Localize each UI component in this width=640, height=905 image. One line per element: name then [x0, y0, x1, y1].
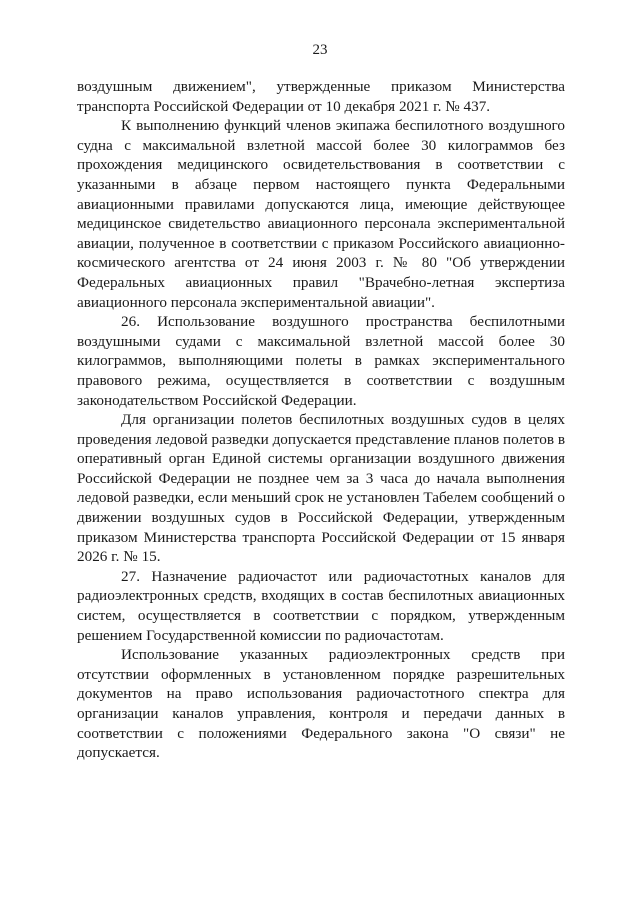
paragraph: К выполнению функций членов экипажа беспилотного воздушного судна с максимальной взлетной массой более 30 килограммов без прохождения медицинского освидетельствования в соответствии с указанными в абзаце первом настоящего пункта Федеральными авиационными правилами допускаются лица, имеющие действующее медицинское свидетельство авиационного персонала экспериментальной авиации, полученное в соответствии с приказом Российского авиационно-космического агентства от 24 июня 2003 г. № 80 "Об утверждении Федеральных авиационных правил "Врачебно-летная экспертиза авиационного персонала экспериментальной авиации".	[77, 117, 565, 311]
paragraph: воздушным движением", утвержденные приказом Министерства транспорта Российской Федерации от 10 декабря 2021 г. № 437.	[77, 78, 565, 115]
document-body	[77, 77, 565, 763]
page-number: 23	[312, 42, 328, 58]
paragraph: 26. Использование воздушного пространства беспилотными воздушными судами с максимальной взлетной массой более 30 килограммов, выполняющими полеты в рамках экспериментального правового режима, осуществляется в соответствии с воздушным законодательством Российской Федерации.	[77, 313, 565, 409]
paragraph: Использование указанных радиоэлектронных средств при отсутствии оформленных в установленном порядке разрешительных документов на право использования радиочастотного спектра для организации каналов управления, контроля и передачи данных в соответствии с положениями Федерального закона "О связи" не допускается.	[77, 646, 565, 762]
paragraph: Для организации полетов беспилотных воздушных судов в целях проведения ледовой разведки допускается представление планов полетов в оперативный орган Единой системы организации воздушного движения Российской Федерации не позднее чем за 3 часа до начала выполнения ледовой разведки, если меньший срок не установлен Табелем сообщений о движении воздушных судов в Российской Федерации, утвержденным приказом Министерства транспорта Российской Федерации от 15 января 2026 г. № 15.	[77, 411, 565, 566]
paragraph: 27. Назначение радиочастот или радиочастотных каналов для радиоэлектронных средств, входящих в состав беспилотных авиационных систем, осуществляется в соответствии с порядком, утвержденным решением Государственной комиссии по радиочастотам.	[77, 567, 565, 644]
